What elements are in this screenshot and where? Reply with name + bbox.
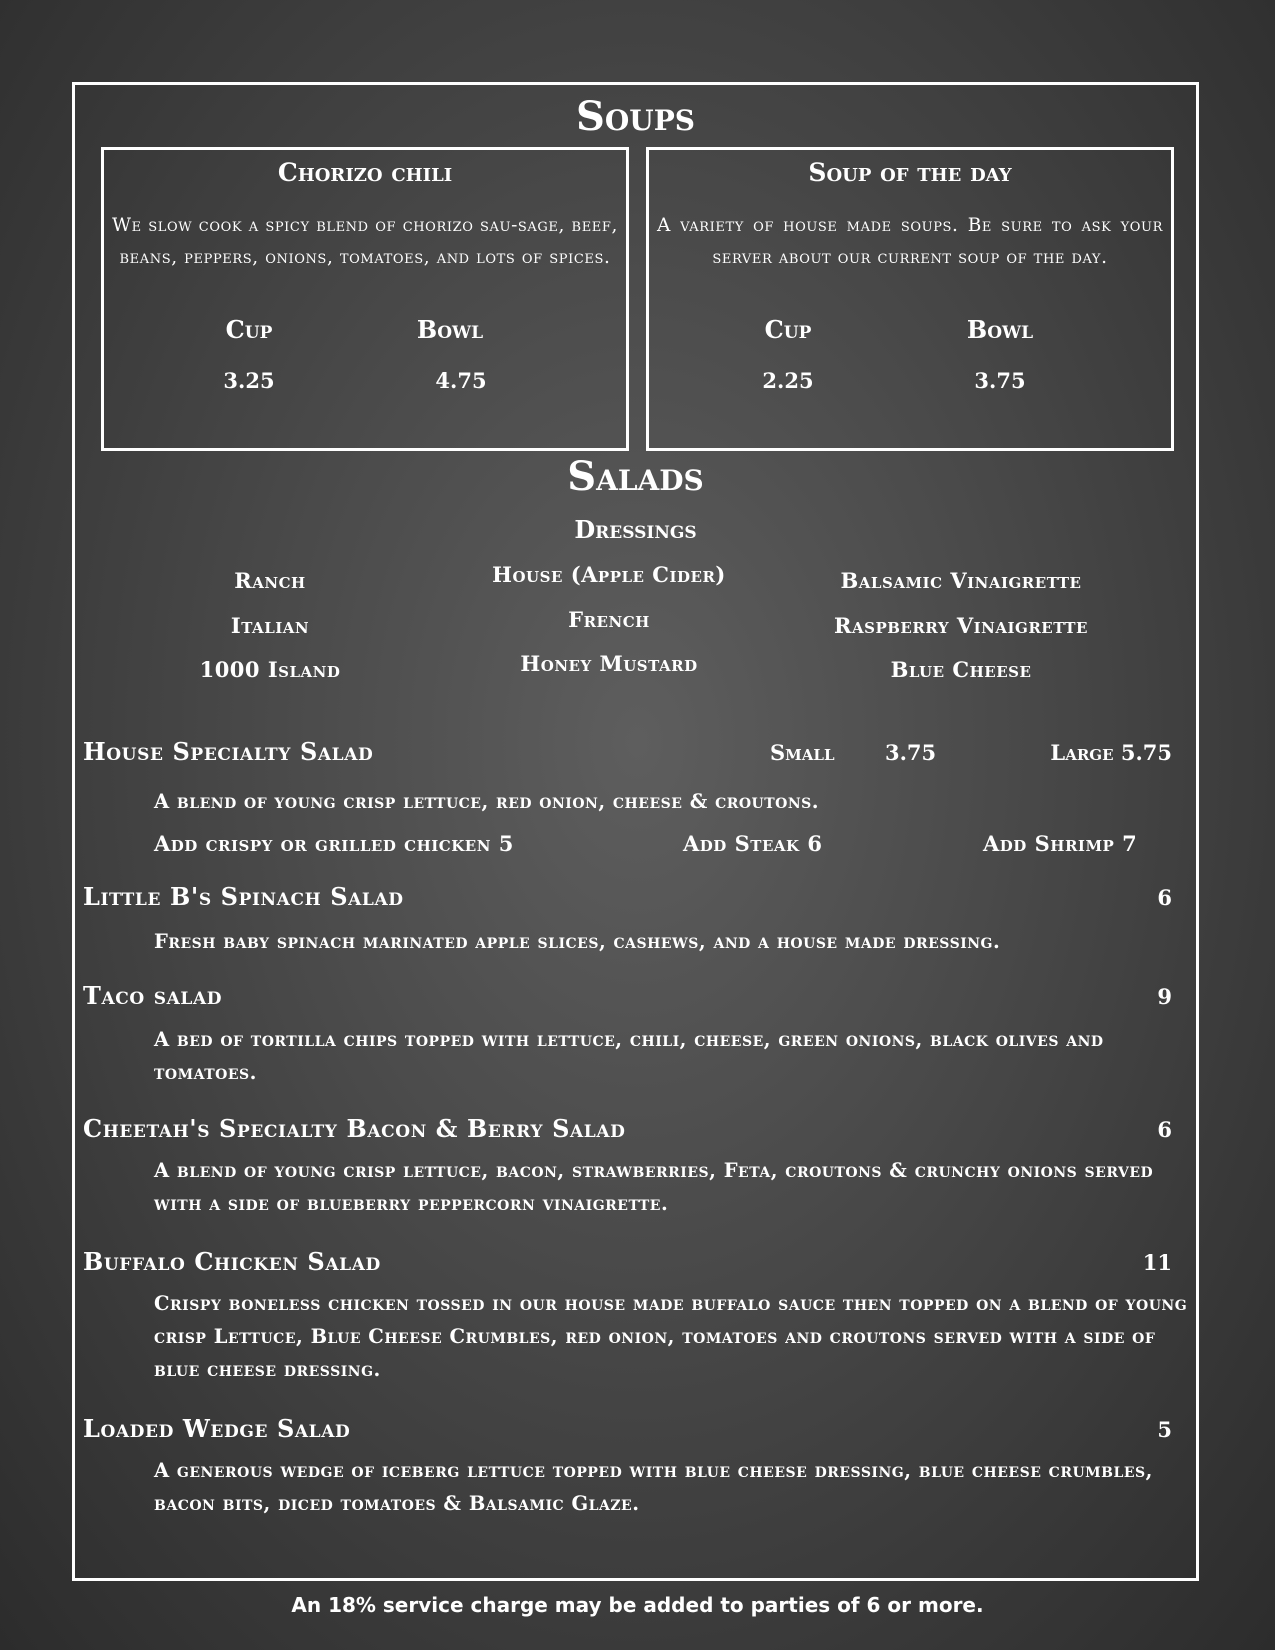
- soups-title: Soups: [576, 93, 695, 140]
- dressing-raspberry-vinaigrette: Raspberry Vinaigrette: [834, 613, 1088, 638]
- soup-card-soup-of-the-day: [646, 147, 1174, 451]
- cup-label: Cup: [225, 315, 273, 344]
- item-name-loaded-wedge-salad: Loaded Wedge Salad: [83, 1414, 351, 1443]
- soup-name: Soup of the day: [808, 158, 1012, 187]
- dressing-house-apple-cider: House (Apple Cider): [492, 562, 726, 587]
- item-name-spinach-salad: Little B's Spinach Salad: [83, 882, 404, 911]
- cup-label: Cup: [764, 315, 812, 344]
- dressing-blue-cheese: Blue Cheese: [890, 657, 1032, 682]
- soup-card-chorizo-chili: [101, 147, 629, 451]
- item-name-house-specialty: House Specialty Salad: [83, 737, 374, 766]
- salads-title: Salads: [567, 453, 704, 500]
- item-description: Fresh baby spinach marinated apple slices, cashews, and a house made dressing.: [154, 930, 1001, 953]
- item-name-taco-salad: Taco salad: [83, 981, 223, 1010]
- bowl-label: Bowl: [416, 315, 484, 344]
- small-price: 3.75: [885, 740, 937, 765]
- bowl-label: Bowl: [966, 315, 1034, 344]
- item-name-buffalo-chicken-salad: Buffalo Chicken Salad: [83, 1247, 381, 1276]
- service-charge-note: An 18% service charge may be added to parties of 6 or more.: [291, 1593, 984, 1617]
- dressing-italian: Italian: [230, 613, 310, 638]
- cup-price: 3.25: [223, 368, 275, 393]
- addon-chicken: Add crispy or grilled chicken 5: [154, 831, 514, 856]
- item-price: 6: [1157, 885, 1172, 910]
- bowl-price: 3.75: [974, 368, 1026, 393]
- bowl-price: 4.75: [435, 368, 487, 393]
- soup-name: Chorizo chili: [277, 158, 453, 187]
- item-description: A blend of young crisp lettuce, bacon, strawberries, Feta, croutons & crunchy onions served with a side of blueberry peppercorn vinaigrette.: [154, 1159, 1154, 1215]
- item-description: Crispy boneless chicken tossed in our house made buffalo sauce then topped on a blend of young crisp Lettuce, Blue Cheese Crumbles, red onion, tomatoes and croutons served with a side of blue cheese dressing.: [154, 1292, 1188, 1381]
- item-description: A generous wedge of iceberg lettuce topped with blue cheese dressing, blue cheese crumbles, bacon bits, diced tomatoes & Balsamic Glaze.: [154, 1459, 1153, 1515]
- item-price: 9: [1157, 984, 1172, 1009]
- soup-description: A variety of house made soups. Be sure to ask your server about our current soup of the day.: [657, 215, 1163, 268]
- dressing-french: French: [568, 607, 650, 632]
- addon-shrimp: Add Shrimp 7: [983, 831, 1138, 856]
- dressing-honey-mustard: Honey Mustard: [520, 651, 698, 676]
- item-price: 5: [1157, 1417, 1172, 1442]
- item-price: 6: [1157, 1117, 1172, 1142]
- large-price: Large 5.75: [1050, 740, 1172, 765]
- addon-steak: Add Steak 6: [683, 831, 823, 856]
- dressing-1000-island: 1000 Island: [199, 657, 341, 682]
- item-description: A blend of young crisp lettuce, red onion, cheese & croutons.: [154, 790, 820, 813]
- item-name-bacon-berry-salad: Cheetah's Specialty Bacon & Berry Salad: [83, 1114, 626, 1143]
- item-description: A bed of tortilla chips topped with lettuce, chili, cheese, green onions, black olives and tomatoes.: [154, 1028, 1104, 1084]
- cup-price: 2.25: [762, 368, 814, 393]
- small-label: Small: [770, 740, 835, 765]
- soup-description: We slow cook a spicy blend of chorizo sau-sage, beef, beans, peppers, onions, tomatoes, and lots of spices.: [112, 215, 618, 268]
- menu-frame: [72, 82, 1199, 1581]
- item-price: 11: [1142, 1250, 1172, 1275]
- dressing-ranch: Ranch: [234, 568, 306, 593]
- dressing-balsamic-vinaigrette: Balsamic Vinaigrette: [840, 568, 1082, 593]
- dressings-title: Dressings: [574, 515, 697, 544]
